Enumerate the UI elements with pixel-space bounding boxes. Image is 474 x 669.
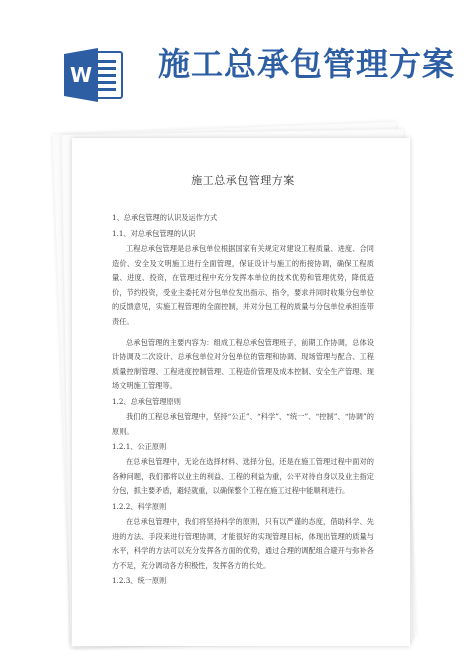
word-app-icon: [62, 44, 124, 106]
page-content: [112, 172, 374, 589]
word-logo-letter: W: [69, 63, 93, 87]
document-title: 施工总承包管理方案: [191, 174, 295, 187]
paragraph: 工程总承包管理是总承包单位根据国家有关规定对建设工程质量、进度、合同造价、安全及文明施工进行全面管理，保证设计与施工的衔接协调，确保工程质量、进度、投资，在管理过程中充分发挥本单位的技术优势和管理优势，降低造价，节约投资，受业主委托对分包单位发出指示、指令，要求并同时收集分包单位的反馈意见，实施工程管理的全面控制，并对分包工程的质量与分包单位承担连带责任。: [112, 244, 374, 326]
document-body: [112, 210, 374, 589]
banner: [0, 0, 474, 115]
section-heading: 1.2、总承包管理原则: [112, 396, 181, 406]
section-heading: 1.2.1、公正原则: [112, 442, 167, 452]
paragraph: 在总承包管理中，我们将坚持科学的原则，只有以严谨的态度，借助科学、先进的方法、手段来进行管理协调，才能很好的实现管理目标，体现出管理的质量与水平，科学的方法可以充分发挥各方面的优势，通过合理的调配组合避开与弥补各方不足，充分调动各方积极性，发挥各方的长处。: [112, 516, 374, 570]
section-heading: 1、总承包管理的认识及运作方式: [112, 213, 218, 222]
section-heading: 1.1、对总承包管理的认识: [112, 229, 196, 238]
section-heading: 1.2.2、科学原则: [112, 501, 167, 511]
paragraph: 在总承包管理中，无论在选择材料、选择分包，还是在施工管理过程中面对的各种问题，我们都将以业主的利益、工程的利益为重，公平对待自身以及业主指定分包，抓主要矛盾，避轻就重，以确保整个工程在施工过程中能顺利进行。: [112, 457, 374, 496]
paragraph: 我们的工程总承包管理中，坚持“公正”、“科学”、“统一”、“控制”、“协调”的原则。: [112, 411, 374, 436]
paragraph: 总承包管理的主要内容为：组成工程总承包管理班子，前期工作协调，总体设计协调及二次设计、总承包单位对分包单位的管理和协调、现场管理与配合、工程质量控制管理、工程进度控制管理、工程造价管理及成本控制、安全生产管理、现场文明施工管理等。: [112, 337, 374, 391]
banner-title: 施工总承包管理方案: [158, 45, 456, 83]
document-page: [72, 138, 410, 646]
section-heading: 1.2.3、统一原则: [112, 576, 167, 586]
